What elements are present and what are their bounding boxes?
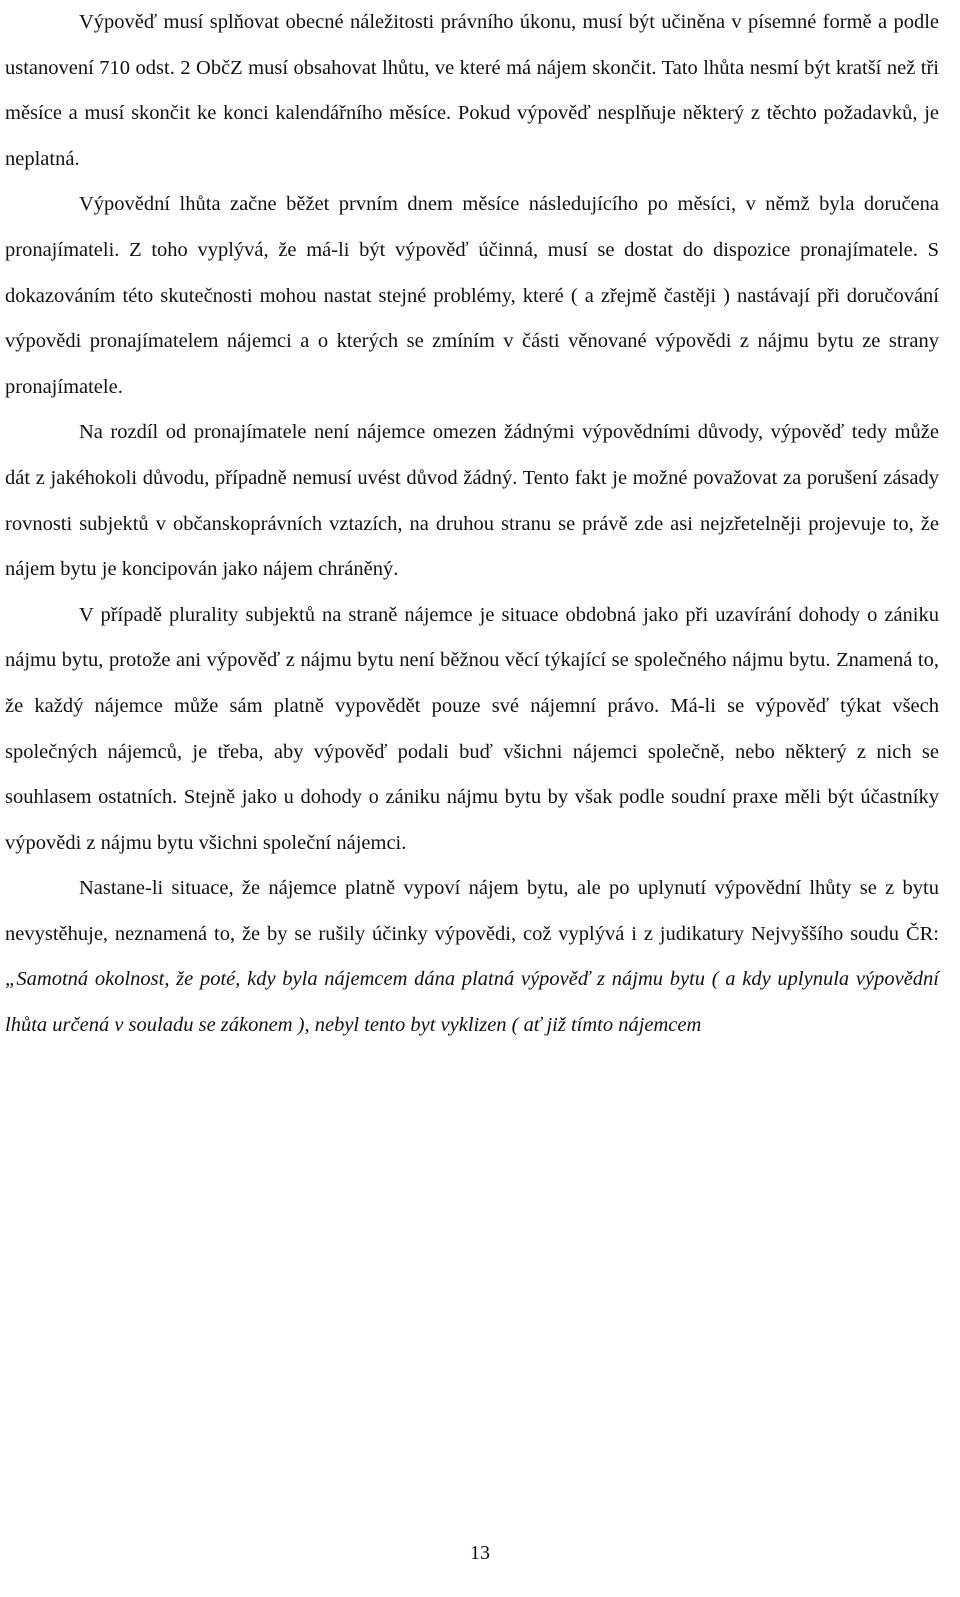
paragraph-5	[5, 866, 939, 1048]
court-quote: „Samotná okolnost, že poté, kdy byla nájemcem dána platná výpověď z nájmu bytu ( a kdy uplynula výpovědní lhůta určená v souladu se zákonem ), nebyl tento byt vyklizen ( ať již tímto nájemcem	[5, 968, 939, 1037]
document-body	[5, 0, 939, 1049]
paragraph-5-text: Nastane-li situace, že nájemce platně vypoví nájem bytu, ale po uplynutí výpovědní lhůty se z bytu nevystěhuje, neznamená to, že by se rušily účinky výpovědi, což vyplývá i z judikatury Nejvyššího soudu ČR:	[5, 877, 939, 945]
paragraph-2: Výpovědní lhůta začne běžet prvním dnem měsíce následujícího po měsíci, v němž byla doručena pronajímateli. Z toho vyplývá, že má-li být výpověď účinná, musí se dostat do dispozice pronajímatele. S dokazováním této skutečnosti mohou nastat stejné problémy, které ( a zřejmě častěji ) nastávají při doručování výpovědi pronajímatelem nájemci a o kterých se zmíním v části věnované výpovědi z nájmu bytu ze strany pronajímatele.	[5, 193, 939, 398]
paragraph-1: Výpověď musí splňovat obecné náležitosti právního úkonu, musí být učiněna v písemné formě a podle ustanovení 710 odst. 2 ObčZ musí obsahovat lhůtu, ve které má nájem skončit. Tato lhůta nesmí být kratší než tři měsíce a musí skončit ke konci kalendářního měsíce. Pokud výpověď nesplňuje některý z těchto požadavků, je neplatná.	[5, 11, 939, 170]
paragraph-4: V případě plurality subjektů na straně nájemce je situace obdobná jako při uzavírání dohody o zániku nájmu bytu, protože ani výpověď z nájmu bytu není běžnou věcí týkající se společného nájmu bytu. Znamená to, že každý nájemce může sám platně vypovědět pouze své nájemní právo. Má-li se výpověď týkat všech společných nájemců, je třeba, aby výpověď podali buď všichni nájemci společně, nebo některý z nich se souhlasem ostatních. Stejně jako u dohody o zániku nájmu bytu by však podle soudní praxe měli být účastníky výpovědi z nájmu bytu všichni společní nájemci.	[5, 603, 939, 854]
page-number: 13	[470, 1542, 490, 1564]
paragraph-3: Na rozdíl od pronajímatele není nájemce omezen žádnými výpovědními důvody, výpověď tedy může dát z jakéhokoli důvodu, případně nemusí uvést důvod žádný. Tento fakt je možné považovat za porušení zásady rovnosti subjektů v občanskoprávních vztazích, na druhou stranu se právě zde asi nejzřetelněji projevuje to, že nájem bytu je koncipován jako nájem chráněný.	[5, 421, 939, 581]
